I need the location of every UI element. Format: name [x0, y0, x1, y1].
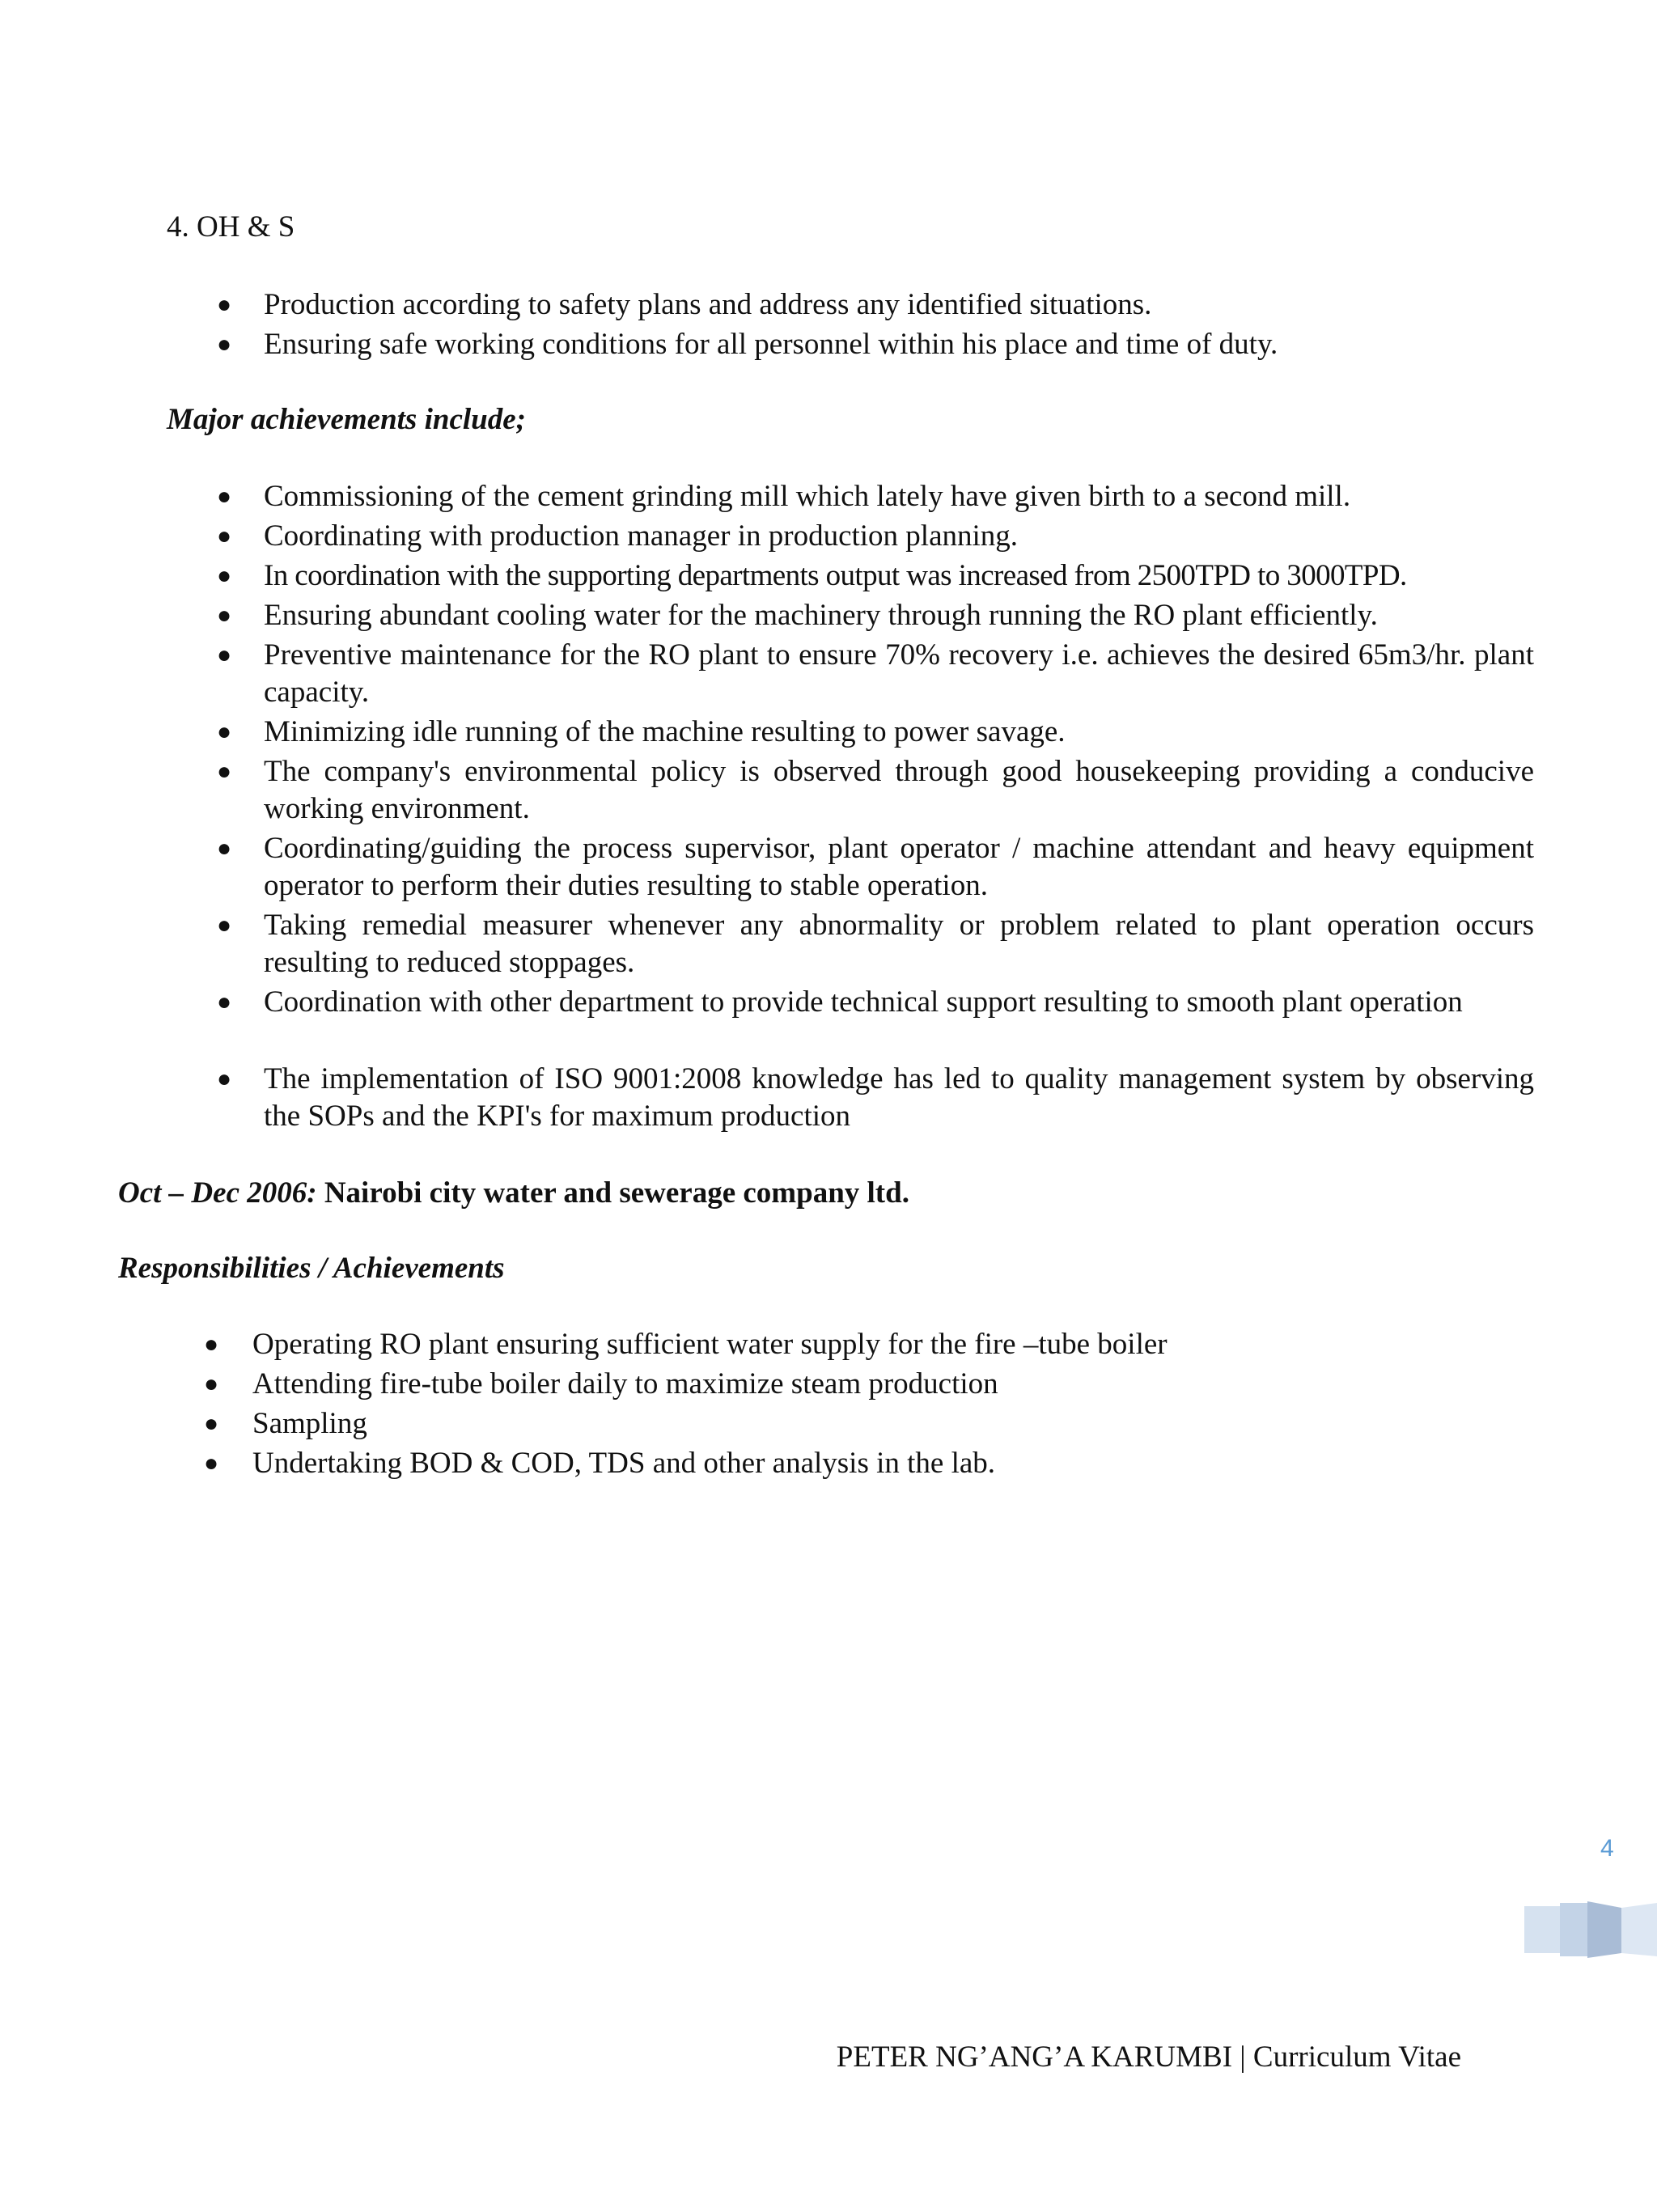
list-item: The implementation of ISO 9001:2008 knowledge has led to quality management system by observing the SOPs and the KPI's for maximum production: [264, 1062, 1534, 1133]
job-period: Oct – Dec 2006:: [118, 1176, 317, 1210]
achievements-heading: Major achievements include;: [167, 403, 526, 436]
bullet-dot: ●: [204, 1450, 219, 1477]
bullet-dot: ●: [217, 642, 232, 668]
list-item: The company's environmental policy is observed through good housekeeping providing a conducive working environment.: [264, 755, 1534, 825]
bullet-dot: ●: [217, 602, 232, 629]
page-number: 4: [1600, 1835, 1614, 1862]
bullet-dot: ●: [217, 1066, 232, 1092]
job-heading: [118, 1175, 909, 1212]
bullet-dot: ●: [217, 758, 232, 785]
list-item: Undertaking BOD & COD, TDS and other analysis in the lab.: [252, 1447, 996, 1480]
bullet-dot: ●: [217, 523, 232, 549]
bullet-dot: ●: [217, 912, 232, 939]
list-item: Attending fire-tube boiler daily to maximize steam production: [252, 1367, 998, 1401]
list-item: Coordinating/guiding the process supervisor, plant operator / machine attendant and heavy equipment operator to perform their duties resulting to stable operation.: [264, 832, 1534, 902]
list-item: Minimizing idle running of the machine resulting to power savage.: [264, 715, 1066, 748]
bullet-dot: ●: [217, 483, 232, 510]
list-item: Coordinating with production manager in production planning.: [264, 519, 1019, 553]
footer-ribbon-icon: [1524, 1901, 1657, 1958]
footer-title: PETER NG’ANG’A KARUMBI | Curriculum Vitae: [836, 2040, 1461, 2074]
list-item: Commissioning of the cement grinding mill which lately have given birth to a second mill.: [264, 480, 1351, 513]
bullet-dot: ●: [217, 291, 232, 318]
list-item: Taking remedial measurer whenever any abnormality or problem related to plant operation occurs resulting to reduced stoppages.: [264, 909, 1534, 979]
bullet-dot: ●: [204, 1410, 219, 1437]
responsibilities-heading: Responsibilities / Achievements: [118, 1252, 505, 1285]
list-item: Preventive maintenance for the RO plant to ensure 70% recovery i.e. achieves the desired 65m3/hr. plant capacity.: [264, 638, 1534, 709]
job-employer: Nairobi city water and sewerage company ltd.: [324, 1176, 909, 1210]
list-item: Production according to safety plans and address any identified situations.: [264, 288, 1152, 321]
bullet-dot: ●: [204, 1371, 219, 1397]
list-item: Ensuring abundant cooling water for the machinery through running the RO plant efficiently.: [264, 599, 1378, 632]
bullet-dot: ●: [204, 1331, 219, 1358]
bullet-dot: ●: [217, 835, 232, 862]
list-item: Sampling: [252, 1407, 367, 1440]
list-item: In coordination with the supporting departments output was increased from 2500TPD to 3000TPD.: [264, 559, 1407, 592]
list-item: Ensuring safe working conditions for all personnel within his place and time of duty.: [264, 328, 1278, 361]
bullet-dot: ●: [217, 331, 232, 358]
list-item: Coordination with other department to provide technical support resulting to smooth plant operation: [264, 985, 1463, 1019]
section-heading: 4. OH & S: [167, 210, 295, 244]
bullet-dot: ●: [217, 989, 232, 1015]
bullet-dot: ●: [217, 718, 232, 745]
bullet-dot: ●: [217, 562, 232, 589]
list-item: Operating RO plant ensuring sufficient water supply for the fire –tube boiler: [252, 1328, 1168, 1361]
